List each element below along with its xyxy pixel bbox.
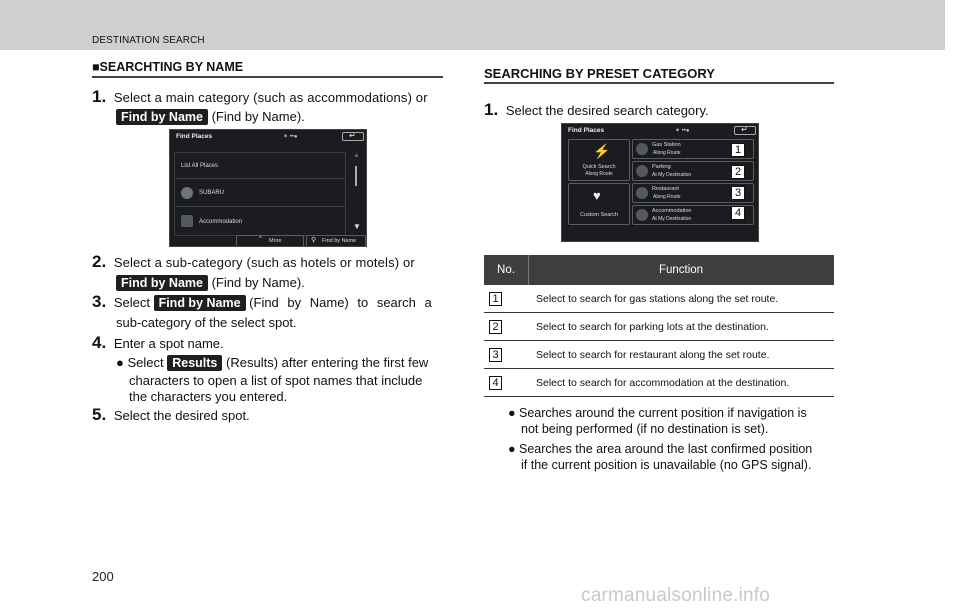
find-by-name-screen-button[interactable] [306, 235, 366, 247]
step-text: Enter a spot name. [113, 336, 224, 351]
back-icon[interactable] [734, 126, 756, 135]
scrollbar[interactable] [352, 152, 360, 236]
column-header-no: No. [497, 264, 515, 276]
find-by-name-button[interactable]: Find by Name [154, 295, 246, 311]
note-2-line1: ● Searches the area around the last confirmed position [508, 442, 813, 456]
step-text: Select [113, 295, 150, 310]
row-function: Select to search for restaurant along the set route. [536, 349, 770, 361]
left-step-2-line2 [116, 274, 305, 292]
quick-search-label: Quick Search [582, 164, 616, 170]
parking-icon [636, 165, 648, 177]
page-number: 200 [92, 569, 114, 584]
left-step-4 [92, 334, 224, 353]
right-title-rule [484, 82, 834, 84]
row-number: 4 [489, 376, 502, 390]
scroll-thumb[interactable] [355, 166, 357, 186]
column-header-function: Function [658, 264, 704, 276]
step-text: (Find by Name). [211, 109, 305, 124]
step-number: 5. [92, 405, 107, 424]
item-sub: Along Route [653, 194, 681, 200]
custom-search-label: Custom Search [580, 212, 618, 218]
note-1-line2: not being performed (if no destination is set). [521, 422, 769, 436]
step-number: 4. [92, 333, 107, 352]
left-step-5 [92, 406, 250, 425]
find-places-screen [169, 129, 367, 247]
step-number: 2. [92, 252, 107, 271]
header-bar [0, 0, 945, 50]
preset-category-screen [561, 123, 759, 242]
list-item-label: Accommodation [199, 219, 243, 225]
left-step-1-line2 [116, 108, 305, 126]
left-step-4-line3: the characters you entered. [129, 389, 288, 404]
function-table-header [484, 255, 834, 285]
lightning-icon: ⚡ [593, 143, 611, 159]
more-label: More [269, 238, 282, 244]
left-step-2 [92, 253, 444, 272]
heart-icon: ♥ [593, 188, 601, 203]
back-icon[interactable] [342, 132, 364, 141]
left-step-1 [92, 88, 444, 107]
category-list [174, 152, 346, 236]
row-function: Select to search for parking lots at the destination. [536, 321, 769, 333]
table-row [484, 285, 834, 313]
scroll-down-icon[interactable]: ▼ [353, 222, 361, 231]
list-item[interactable] [175, 153, 345, 179]
item-name: Parking [652, 164, 671, 170]
scroll-up-icon[interactable]: ▲ [353, 152, 360, 159]
row-number: 1 [489, 292, 502, 306]
list-item-label: List All Places [181, 163, 219, 169]
results-button[interactable]: Results [167, 355, 222, 371]
search-icon: ⚲ [311, 237, 317, 244]
callout-number: 1 [731, 143, 745, 157]
step-number: 1. [92, 87, 107, 106]
row-number: 2 [489, 320, 502, 334]
row-function: Select to search for gas stations along the set route. [536, 293, 779, 305]
find-by-name-button[interactable]: Find by Name [116, 275, 208, 291]
step-text: Select the desired spot. [113, 408, 250, 423]
quick-search-sublabel: Along Route [585, 171, 613, 177]
step-text: (Find by Name). [211, 275, 305, 290]
item-sub: Along Route [653, 150, 681, 156]
item-name: Restaurant [652, 186, 679, 192]
find-by-name-button[interactable]: Find by Name [116, 109, 208, 125]
screen-title: Find Places [176, 133, 213, 140]
list-item[interactable] [175, 179, 345, 207]
callout-number: 3 [731, 186, 745, 200]
status-indicator: ✶ ••● [675, 128, 690, 134]
bed-icon [181, 215, 193, 227]
list-item-label: SUBARU [199, 190, 225, 196]
custom-search-button[interactable] [568, 183, 630, 225]
left-step-4-line2: characters to open a list of spot names that include [129, 373, 423, 388]
find-by-name-label: Find by Name [322, 238, 357, 244]
quick-search-button[interactable] [568, 139, 630, 181]
note-2-line2: if the current position is unavailable (no GPS signal). [521, 458, 812, 472]
left-section-title: ■SEARCHTING BY NAME [92, 60, 244, 74]
row-number: 3 [489, 348, 502, 362]
step-text: Select a sub-category (such as hotels or motels) or [113, 255, 415, 270]
item-sub: At My Destination [652, 172, 692, 178]
restaurant-icon [636, 187, 648, 199]
right-section-title: SEARCHING BY PRESET CATEGORY [484, 66, 715, 81]
subaru-logo-icon [181, 187, 193, 199]
table-row [484, 313, 834, 341]
table-row [484, 369, 834, 397]
more-button[interactable] [236, 235, 304, 247]
list-item[interactable] [175, 207, 345, 235]
step-number: 3. [92, 292, 107, 311]
callout-number: 2 [731, 165, 745, 179]
item-name: Gas Station [652, 142, 681, 148]
item-sub: At My Destination [652, 216, 692, 222]
chevron-up-icon: ^ [259, 236, 262, 242]
bullet-text: (Results) after entering the first few [226, 355, 429, 370]
left-step-4-bullet [116, 354, 428, 372]
step-text: Select the desired search category. [505, 103, 709, 118]
screen-title: Find Places [568, 127, 605, 134]
bullet-text: ● Select [116, 355, 164, 370]
watermark: carmanualsonline.info [581, 585, 771, 606]
note-1-line1: ● Searches around the current position if navigation is [508, 406, 807, 420]
callout-number: 4 [731, 206, 745, 220]
right-step-1 [484, 101, 709, 120]
table-row [484, 341, 834, 369]
left-step-3 [92, 293, 432, 312]
step-text: (Find by Name) to search a [249, 295, 432, 310]
step-text: Select a main category (such as accommodations) or [113, 90, 428, 105]
left-title-rule [92, 76, 443, 78]
status-indicator: ✶ ••● [283, 134, 298, 140]
row-function: Select to search for accommodation at the destination. [536, 377, 790, 389]
item-name: Accommodation [652, 208, 692, 214]
gas-station-icon [636, 143, 648, 155]
section-title: DESTINATION SEARCH [92, 35, 205, 46]
left-step-3-line2: sub-category of the select spot. [116, 315, 297, 330]
bed-icon [636, 209, 648, 221]
step-number: 1. [484, 100, 499, 119]
